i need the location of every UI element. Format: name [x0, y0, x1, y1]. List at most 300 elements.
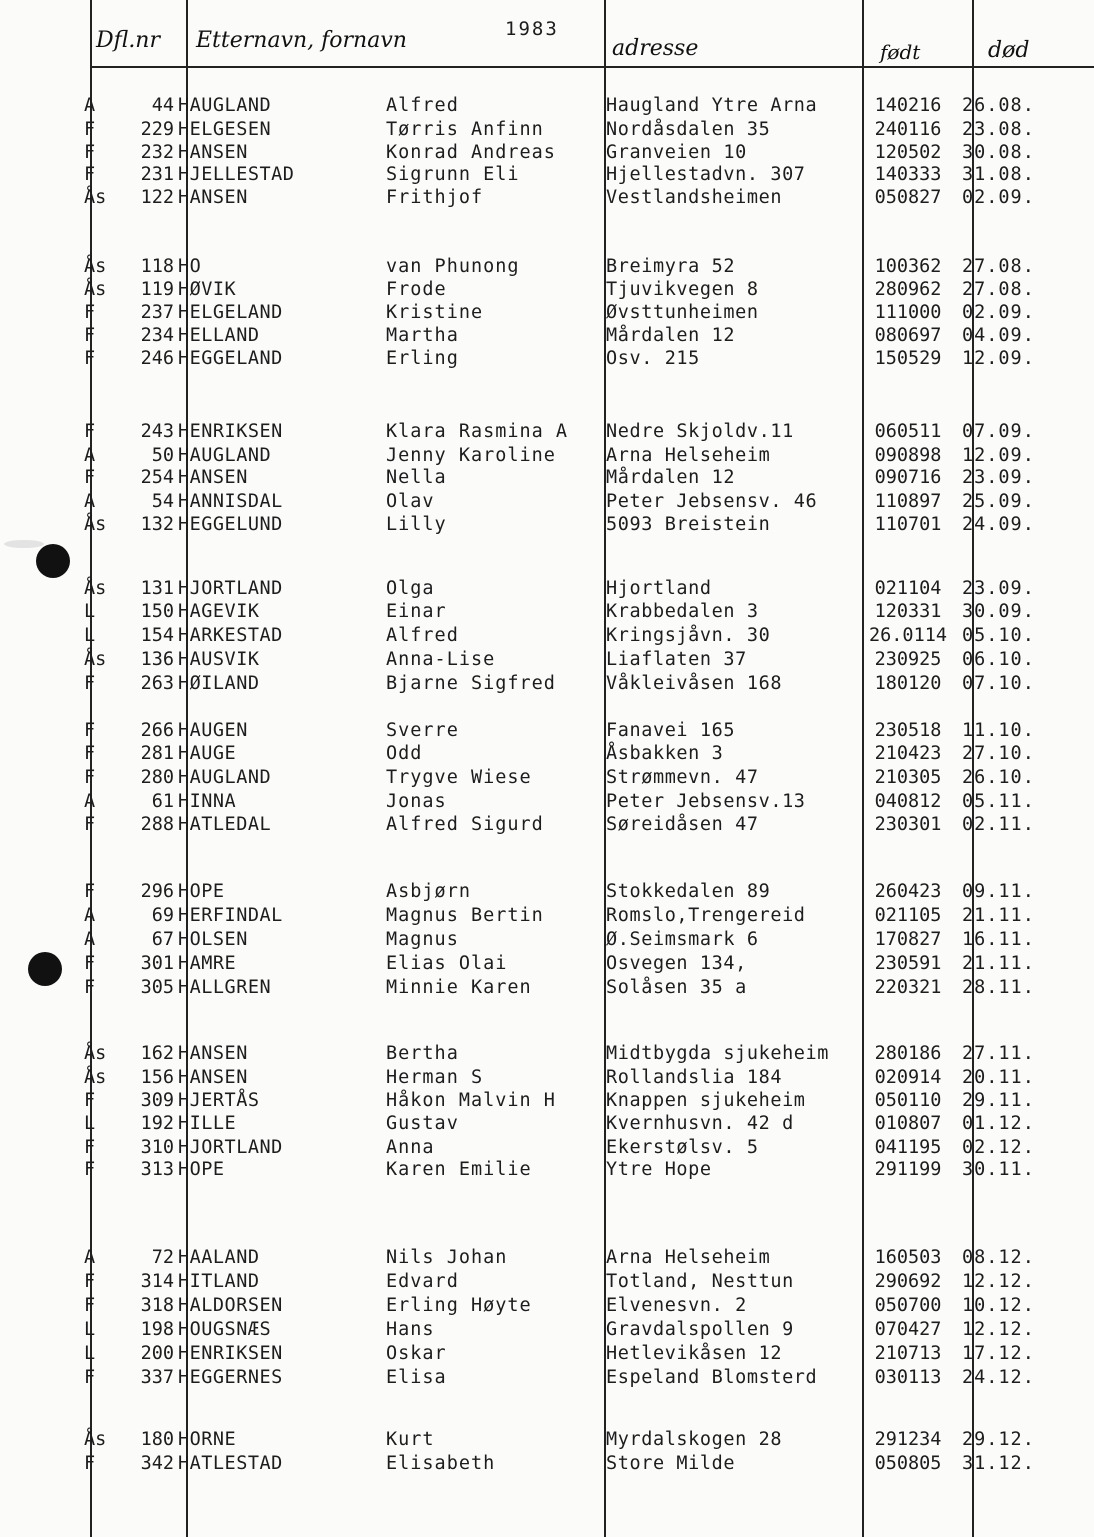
entry-firstname: Sverre — [386, 720, 459, 741]
entry-firstname: Alfred — [386, 625, 459, 646]
entry-address: Stokkedalen 89 — [606, 881, 771, 902]
entry-firstname: Konrad Andreas — [386, 142, 556, 163]
entry-type: F — [84, 119, 96, 140]
entry-type: Ås — [84, 1429, 107, 1450]
entry-born: 230591 — [874, 953, 942, 974]
entry-type: Ås — [84, 578, 107, 599]
entry-died: 07.10. — [962, 673, 1035, 694]
entry-surname: HO — [178, 256, 202, 277]
entry-surname: HARKESTAD — [178, 625, 283, 646]
entry-type: A — [84, 491, 96, 512]
table-row — [0, 1318, 1094, 1342]
entry-number: 156 — [140, 1067, 174, 1088]
table-row — [0, 1366, 1094, 1390]
entry-surname: HALLGREN — [178, 977, 272, 998]
entry-surname: HAALAND — [178, 1247, 260, 1268]
entry-born: 230518 — [874, 720, 942, 741]
entry-born: 150529 — [874, 348, 942, 369]
entry-surname: HAUGLAND — [178, 767, 272, 788]
entry-born: 030113 — [874, 1367, 942, 1388]
entry-born: 090898 — [874, 445, 942, 466]
entry-firstname: Håkon Malvin H — [386, 1090, 556, 1111]
entry-firstname: Sigrunn Eli — [386, 164, 520, 185]
table-row — [0, 1428, 1094, 1452]
entry-number: 69 — [151, 905, 174, 926]
entry-address: Osvegen 134, — [606, 953, 747, 974]
entry-type: F — [84, 814, 96, 835]
entry-died: 24.09. — [962, 514, 1035, 535]
entry-type: F — [84, 1159, 96, 1180]
entry-firstname: van Phunong — [386, 256, 520, 277]
entry-address: Arna Helseheim — [606, 1247, 771, 1268]
entry-firstname: Elisa — [386, 1367, 447, 1388]
entry-address: Tjuvikvegen 8 — [606, 279, 759, 300]
entry-died: 09.11. — [962, 881, 1035, 902]
entry-surname: HANSEN — [178, 142, 248, 163]
entry-type: A — [84, 95, 96, 116]
entry-surname: HANSEN — [178, 1067, 248, 1088]
entry-surname: HOPE — [178, 1159, 225, 1180]
table-row — [0, 624, 1094, 648]
entry-address: Osv. 215 — [606, 348, 700, 369]
entry-type: Ås — [84, 1067, 107, 1088]
table-row — [0, 255, 1094, 279]
table-row — [0, 904, 1094, 928]
entry-address: Peter Jebsensv. 46 — [606, 491, 818, 512]
entry-died: 27.08. — [962, 279, 1035, 300]
table-row — [0, 1342, 1094, 1366]
entry-firstname: Olav — [386, 491, 435, 512]
entry-type: Ås — [84, 1043, 107, 1064]
entry-number: 281 — [140, 743, 174, 764]
entry-type: Ås — [84, 279, 107, 300]
entry-number: 246 — [140, 348, 174, 369]
table-row — [0, 513, 1094, 537]
entry-born: 120502 — [874, 142, 942, 163]
entry-firstname: Kurt — [386, 1429, 435, 1450]
entry-firstname: Anna-Lise — [386, 649, 496, 670]
entry-died: 23.08. — [962, 119, 1035, 140]
table-row — [0, 976, 1094, 1000]
entry-number: 132 — [140, 514, 174, 535]
entry-type: F — [84, 1453, 96, 1474]
entry-surname: HITLAND — [178, 1271, 260, 1292]
table-row — [0, 278, 1094, 302]
entry-firstname: Trygve Wiese — [386, 767, 532, 788]
table-row — [0, 600, 1094, 624]
entry-born: 050110 — [874, 1090, 942, 1111]
entry-firstname: Martha — [386, 325, 459, 346]
entry-type: A — [84, 1247, 96, 1268]
entry-number: 288 — [140, 814, 174, 835]
entry-surname: HELLAND — [178, 325, 260, 346]
table-row — [0, 347, 1094, 371]
entry-address: Nedre Skjoldv.11 — [606, 421, 794, 442]
entry-died: 28.11. — [962, 977, 1035, 998]
entry-died: 06.10. — [962, 649, 1035, 670]
entry-type: F — [84, 325, 96, 346]
entry-surname: HEGGELUND — [178, 514, 283, 535]
table-row — [0, 1042, 1094, 1066]
entry-type: Ås — [84, 514, 107, 535]
table-row — [0, 444, 1094, 468]
entry-born: 041195 — [874, 1137, 942, 1158]
entry-number: 150 — [140, 601, 174, 622]
entry-firstname: Anna — [386, 1137, 435, 1158]
entry-firstname: Bertha — [386, 1043, 459, 1064]
table-row — [0, 742, 1094, 766]
entry-born: 260423 — [874, 881, 942, 902]
entry-firstname: Tørris Anfinn — [386, 119, 544, 140]
entry-number: 310 — [140, 1137, 174, 1158]
entry-died: 30.11. — [962, 1159, 1035, 1180]
entry-number: 263 — [140, 673, 174, 694]
entry-firstname: Frithjof — [386, 187, 484, 208]
entry-died: 23.09. — [962, 467, 1035, 488]
entry-type: F — [84, 1137, 96, 1158]
entry-died: 12.12. — [962, 1271, 1035, 1292]
entry-born: 020914 — [874, 1067, 942, 1088]
entry-firstname: Herman S — [386, 1067, 484, 1088]
entry-firstname: Erling Høyte — [386, 1295, 532, 1316]
entry-firstname: Edvard — [386, 1271, 459, 1292]
table-row — [0, 94, 1094, 118]
entry-born: 060511 — [874, 421, 942, 442]
punch-hole-top — [36, 544, 70, 578]
entry-address: Nordåsdalen 35 — [606, 119, 771, 140]
entry-address: Hjellestadvn. 307 — [606, 164, 806, 185]
entry-born: 220321 — [874, 977, 942, 998]
entry-born: 050805 — [874, 1453, 942, 1474]
entry-died: 12.09. — [962, 445, 1035, 466]
entry-type: F — [84, 743, 96, 764]
entry-died: 20.11. — [962, 1067, 1035, 1088]
entry-number: 342 — [140, 1453, 174, 1474]
entry-address: Fanavei 165 — [606, 720, 736, 741]
entry-address: Kvernhusvn. 42 d — [606, 1113, 794, 1134]
entry-firstname: Kristine — [386, 302, 484, 323]
entry-died: 24.12. — [962, 1367, 1035, 1388]
header-address: adresse — [612, 36, 699, 61]
entry-firstname: Lilly — [386, 514, 447, 535]
entry-number: 309 — [140, 1090, 174, 1111]
entry-type: L — [84, 625, 96, 646]
entry-born: 110701 — [874, 514, 942, 535]
entry-died: 08.12. — [962, 1247, 1035, 1268]
entry-surname: HERFINDAL — [178, 905, 283, 926]
entry-firstname: Gustav — [386, 1113, 459, 1134]
entry-died: 29.12. — [962, 1429, 1035, 1450]
table-row — [0, 648, 1094, 672]
entry-number: 301 — [140, 953, 174, 974]
entry-firstname: Hans — [386, 1319, 435, 1340]
entry-born: 291199 — [874, 1159, 942, 1180]
entry-type: F — [84, 421, 96, 442]
entry-firstname: Alfred Sigurd — [386, 814, 544, 835]
entry-born: 210713 — [874, 1343, 942, 1364]
entry-born: 010807 — [874, 1113, 942, 1134]
entry-surname: HAMRE — [178, 953, 237, 974]
entry-surname: HANSEN — [178, 187, 248, 208]
entry-died: 02.09. — [962, 187, 1035, 208]
entry-address: 5093 Breistein — [606, 514, 771, 535]
entry-firstname: Nils Johan — [386, 1247, 508, 1268]
entry-number: 313 — [140, 1159, 174, 1180]
entry-died: 02.12. — [962, 1137, 1035, 1158]
entry-died: 25.09. — [962, 491, 1035, 512]
entry-address: Øvsttunheimen — [606, 302, 759, 323]
entry-died: 02.09. — [962, 302, 1035, 323]
entry-address: Gravdalspollen 9 — [606, 1319, 794, 1340]
entry-surname: HØILAND — [178, 673, 260, 694]
entry-firstname: Elias Olai — [386, 953, 508, 974]
entry-firstname: Asbjørn — [386, 881, 471, 902]
entry-born: 180120 — [874, 673, 942, 694]
entry-firstname: Karen Emilie — [386, 1159, 532, 1180]
entry-surname: HATLEDAL — [178, 814, 272, 835]
entry-number: 296 — [140, 881, 174, 902]
entry-firstname: Jenny Karoline — [386, 445, 556, 466]
entry-number: 200 — [140, 1343, 174, 1364]
entry-died: 04.09. — [962, 325, 1035, 346]
entry-type: Ås — [84, 187, 107, 208]
header-rule — [90, 66, 1094, 68]
entry-address: Mårdalen 12 — [606, 467, 736, 488]
entry-type: F — [84, 142, 96, 163]
entry-surname: HALDORSEN — [178, 1295, 283, 1316]
entry-surname: HELGELAND — [178, 302, 283, 323]
entry-address: Arna Helseheim — [606, 445, 771, 466]
header-name: Etternavn, fornavn — [196, 28, 407, 53]
entry-address: Rollandslia 184 — [606, 1067, 783, 1088]
entry-firstname: Jonas — [386, 791, 447, 812]
entry-firstname: Alfred — [386, 95, 459, 116]
entry-died: 30.09. — [962, 601, 1035, 622]
entry-number: 237 — [140, 302, 174, 323]
entry-type: L — [84, 1343, 96, 1364]
entry-address: Knappen sjukeheim — [606, 1090, 806, 1111]
entry-address: Krabbedalen 3 — [606, 601, 759, 622]
entry-died: 05.11. — [962, 791, 1035, 812]
entry-address: Åsbakken 3 — [606, 743, 724, 764]
table-row — [0, 1158, 1094, 1182]
entry-born: 111000 — [874, 302, 942, 323]
entry-type: F — [84, 467, 96, 488]
entry-born: 230925 — [874, 649, 942, 670]
entry-firstname: Bjarne Sigfred — [386, 673, 556, 694]
entry-address: Solåsen 35 a — [606, 977, 747, 998]
entry-firstname: Olga — [386, 578, 435, 599]
entry-surname: HOPE — [178, 881, 225, 902]
entry-surname: HENRIKSEN — [178, 1343, 283, 1364]
entry-surname: HOLSEN — [178, 929, 248, 950]
entry-number: 162 — [140, 1043, 174, 1064]
table-row — [0, 1112, 1094, 1136]
entry-born: 280186 — [874, 1043, 942, 1064]
entry-born: 160503 — [874, 1247, 942, 1268]
entry-type: F — [84, 302, 96, 323]
table-row — [0, 466, 1094, 490]
entry-address: Romslo,Trengereid — [606, 905, 806, 926]
entry-type: F — [84, 977, 96, 998]
entry-type: F — [84, 953, 96, 974]
entry-born: 021105 — [874, 905, 942, 926]
entry-number: 122 — [140, 187, 174, 208]
table-row — [0, 880, 1094, 904]
entry-address: Peter Jebsensv.13 — [606, 791, 806, 812]
entry-born: 021104 — [874, 578, 942, 599]
entry-died: 11.10. — [962, 720, 1035, 741]
entry-address: Totland, Nesttun — [606, 1271, 794, 1292]
header-died: død — [988, 38, 1030, 63]
entry-died: 10.12. — [962, 1295, 1035, 1316]
table-row — [0, 301, 1094, 325]
entry-number: 280 — [140, 767, 174, 788]
entry-surname: HJERTÅS — [178, 1090, 260, 1111]
entry-died: 29.11. — [962, 1090, 1035, 1111]
entry-firstname: Erling — [386, 348, 459, 369]
entry-born: 210305 — [874, 767, 942, 788]
entry-surname: HJELLESTAD — [178, 164, 295, 185]
entry-address: Elvenesvn. 2 — [606, 1295, 747, 1316]
table-row — [0, 1294, 1094, 1318]
entry-surname: HAGEVIK — [178, 601, 260, 622]
entry-number: 229 — [140, 119, 174, 140]
entry-type: F — [84, 1090, 96, 1111]
entry-address: Store Milde — [606, 1453, 736, 1474]
table-row — [0, 490, 1094, 514]
entry-number: 44 — [151, 95, 174, 116]
entry-type: L — [84, 601, 96, 622]
entry-number: 337 — [140, 1367, 174, 1388]
entry-firstname: Odd — [386, 743, 423, 764]
entry-died: 01.12. — [962, 1113, 1035, 1134]
entry-surname: HAUGLAND — [178, 445, 272, 466]
entry-number: 119 — [140, 279, 174, 300]
entry-surname: HORNE — [178, 1429, 237, 1450]
entry-number: 305 — [140, 977, 174, 998]
entry-born: 240116 — [874, 119, 942, 140]
entry-type: F — [84, 348, 96, 369]
entry-surname: HOUGSNÆS — [178, 1319, 272, 1340]
entry-born: 120331 — [874, 601, 942, 622]
table-row — [0, 420, 1094, 444]
entry-address: Vestlandsheimen — [606, 187, 783, 208]
entry-born: 26.0114 — [869, 625, 947, 646]
entry-died: 12.12. — [962, 1319, 1035, 1340]
entry-type: Ås — [84, 649, 107, 670]
entry-died: 07.09. — [962, 421, 1035, 442]
entry-address: Våkleivåsen 168 — [606, 673, 783, 694]
entry-number: 232 — [140, 142, 174, 163]
entry-surname: HILLE — [178, 1113, 237, 1134]
entry-number: 318 — [140, 1295, 174, 1316]
entry-died: 21.11. — [962, 905, 1035, 926]
entry-died: 26.08. — [962, 95, 1035, 116]
entry-number: 231 — [140, 164, 174, 185]
entry-number: 154 — [140, 625, 174, 646]
entry-number: 72 — [151, 1247, 174, 1268]
entry-surname: HINNA — [178, 791, 237, 812]
table-row — [0, 813, 1094, 837]
table-row — [0, 719, 1094, 743]
entry-died: 26.10. — [962, 767, 1035, 788]
entry-born: 100362 — [874, 256, 942, 277]
entry-surname: HAUGLAND — [178, 95, 272, 116]
table-row — [0, 790, 1094, 814]
entry-type: F — [84, 1271, 96, 1292]
entry-born: 140216 — [874, 95, 942, 116]
entry-died: 27.10. — [962, 743, 1035, 764]
entry-number: 118 — [140, 256, 174, 277]
table-row — [0, 1270, 1094, 1294]
entry-surname: HANSEN — [178, 467, 248, 488]
entry-address: Hjortland — [606, 578, 712, 599]
entry-born: 070427 — [874, 1319, 942, 1340]
entry-surname: HANSEN — [178, 1043, 248, 1064]
entry-born: 110897 — [874, 491, 942, 512]
entry-type: F — [84, 673, 96, 694]
entry-born: 280962 — [874, 279, 942, 300]
entry-address: Midtbygda sjukeheim — [606, 1043, 830, 1064]
entry-number: 50 — [151, 445, 174, 466]
entry-born: 140333 — [874, 164, 942, 185]
entry-address: Ø.Seimsmark 6 — [606, 929, 759, 950]
table-row — [0, 952, 1094, 976]
entry-firstname: Nella — [386, 467, 447, 488]
entry-born: 210423 — [874, 743, 942, 764]
entry-died: 23.09. — [962, 578, 1035, 599]
entry-number: 67 — [151, 929, 174, 950]
scan-smudge — [4, 540, 44, 548]
entry-number: 314 — [140, 1271, 174, 1292]
entry-firstname: Einar — [386, 601, 447, 622]
entry-number: 54 — [151, 491, 174, 512]
table-row — [0, 118, 1094, 142]
entry-type: F — [84, 1295, 96, 1316]
entry-died: 05.10. — [962, 625, 1035, 646]
entry-address: Espeland Blomsterd — [606, 1367, 818, 1388]
entry-died: 30.08. — [962, 142, 1035, 163]
entry-address: Ekerstølsv. 5 — [606, 1137, 759, 1158]
entry-died: 31.12. — [962, 1453, 1035, 1474]
entry-surname: HEGGERNES — [178, 1367, 283, 1388]
entry-number: 243 — [140, 421, 174, 442]
entry-surname: HAUGE — [178, 743, 237, 764]
entry-type: A — [84, 929, 96, 950]
entry-address: Breimyra 52 — [606, 256, 736, 277]
entry-type: L — [84, 1319, 96, 1340]
entry-died: 27.11. — [962, 1043, 1035, 1064]
entry-born: 080697 — [874, 325, 942, 346]
entry-address: Strømmevn. 47 — [606, 767, 759, 788]
entry-address: Søreidåsen 47 — [606, 814, 759, 835]
entry-surname: HJORTLAND — [178, 1137, 283, 1158]
entry-number: 136 — [140, 649, 174, 670]
entry-surname: HEGGELAND — [178, 348, 283, 369]
entry-address: Ytre Hope — [606, 1159, 712, 1180]
entry-number: 198 — [140, 1319, 174, 1340]
entry-number: 192 — [140, 1113, 174, 1134]
entry-firstname: Magnus — [386, 929, 459, 950]
entry-address: Liaflaten 37 — [606, 649, 747, 670]
table-row — [0, 324, 1094, 348]
table-row — [0, 1452, 1094, 1476]
entry-born: 090716 — [874, 467, 942, 488]
entry-type: F — [84, 767, 96, 788]
entry-type: L — [84, 1113, 96, 1134]
table-row — [0, 141, 1094, 165]
